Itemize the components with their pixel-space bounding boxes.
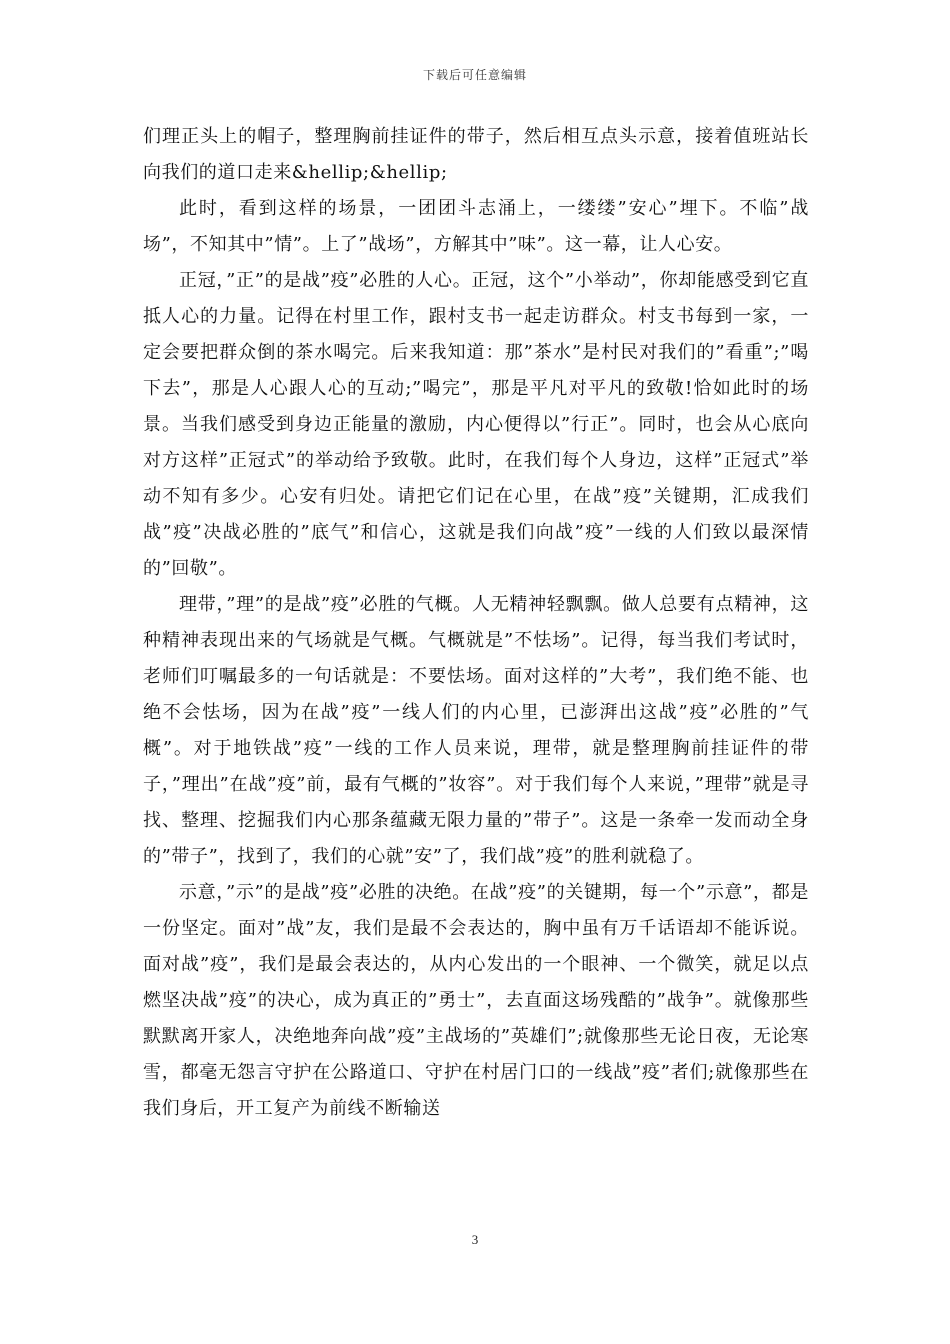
page-number: 3 — [471, 1232, 479, 1247]
paragraph: 示意，”示”的是战”疫”必胜的决绝。在战”疫”的关键期，每一个”示意”，都是一份坚定。面对”战”友，我们是最不会表达的，胸中虽有万千话语却不能诉说。面对战”疫”，我们是最会表达的，从内心发出的一个眼神、一个微笑，就足以点燃坚决战”疫”的决心，成为真正的”勇士”，去直面这场残酷的”战争”。就像那些默默离开家人，决绝地奔向战”疫”主战场的”英雄们”;就像那些无论日夜，无论寒雪，都毫无怨言守护在公路道口、守护在村居门口的一线战”疫”者们;就像那些在我们身后，开工复产为前线不断输送 — [143, 882, 809, 1119]
paragraph: 此时，看到这样的场景，一团团斗志涌上，一缕缕”安心”埋下。不临”战场”，不知其中”情”。上了”战场”，方解其中”味”。这一幕，让人心安。 — [143, 198, 809, 255]
paragraph-continued: 们理正头上的帽子，整理胸前挂证件的带子，然后相互点头示意，接着值班站长向我们的道口走来&hellip;&hellip; — [143, 126, 809, 183]
paragraph: 理带，”理”的是战”疫”必胜的气概。人无精神轻飘飘。做人总要有点精神，这种精神表现出来的气场就是气概。气概就是”不怯场”。记得，每当我们考试时，老师们叮嘱最多的一句话就是：不要怯场。面对这样的”大考”，我们绝不能、也绝不会怯场，因为在战”疫”一线人们的内心里，已澎湃出这战”疫”必胜的”气概”。对于地铁战”疫”一线的工作人员来说，理带，就是整理胸前挂证件的带子，”理出”在战”疫”前，最有气概的”妆容”。对于我们每个人来说，”理带”就是寻找、整理、挖掘我们内心那条蕴藏无限力量的”带子”。这是一条牵一发而动全身的”带子”，找到了，我们的心就”安”了，我们战”疫”的胜利就稳了。 — [143, 594, 809, 867]
paragraph: 正冠，”正”的是战”疫”必胜的人心。正冠，这个”小举动”，你却能感受到它直抵人心的力量。记得在村里工作，跟村支书一起走访群众。村支书每到一家，一定会要把群众倒的茶水喝完。后来我知道：那”茶水”是村民对我们的”看重”;”喝下去”，那是人心跟人心的互动;”喝完”，那是平凡对平凡的致敬!恰如此时的场景。当我们感受到身边正能量的激励，内心便得以”行正”。同时，也会从心底向对方这样”正冠式”的举动给予致敬。此时，在我们每个人身边，这样”正冠式”举动不知有多少。心安有归处。请把它们记在心里，在战”疫”关键期，汇成我们战”疫”决战必胜的”底气”和信心，这就是我们向战”疫”一线的人们致以最深情的”回敬”。 — [143, 270, 809, 579]
body-text — [143, 119, 809, 1127]
page-header: 下载后可任意编辑 — [422, 68, 527, 82]
